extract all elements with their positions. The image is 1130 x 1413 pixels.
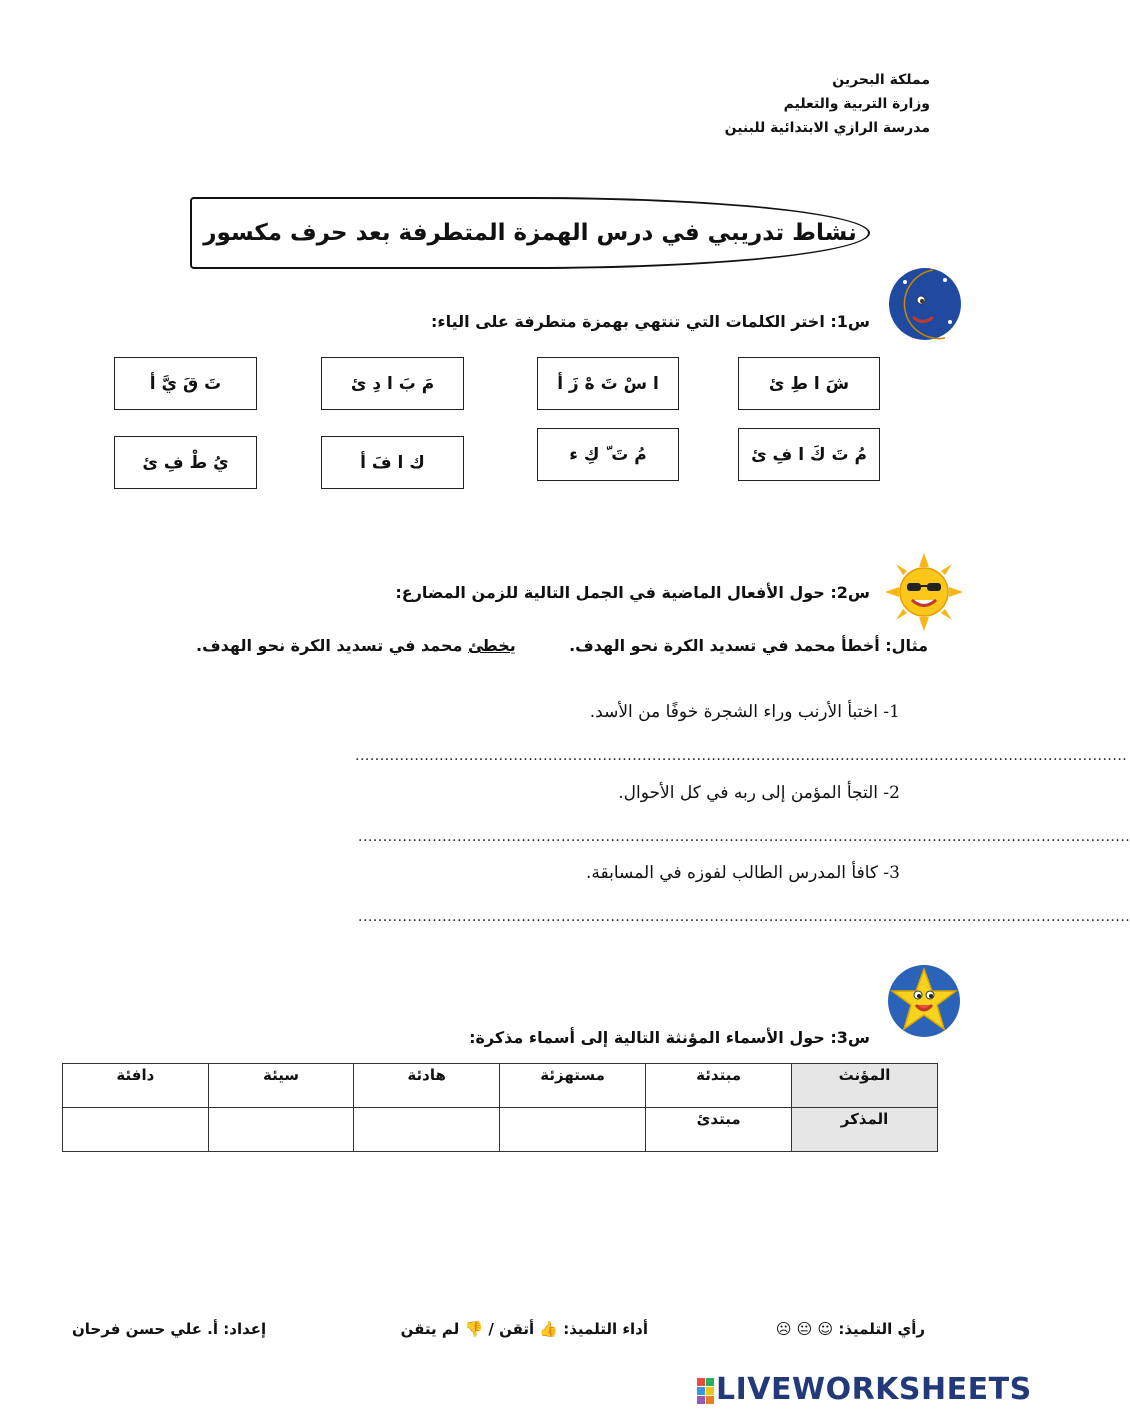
liveworksheets-brand[interactable]: LIVEWORKSHEETS [716,1372,1032,1407]
table-row-masculine [63,1108,938,1152]
prepared-by: إعداد: أ. علي حسن فرحان [72,1320,267,1338]
star-icon [886,963,962,1039]
answer-cell[interactable] [208,1108,354,1152]
word-option-box[interactable]: تَ قَ يَّ أ [114,357,257,410]
header-ministry: وزارة التربية والتعليم [783,96,930,112]
answer-cell[interactable] [500,1108,646,1152]
answer-line-3[interactable]: ............................................................................................................................................................ [358,909,1130,925]
table-cell: هادئة [354,1064,500,1108]
sun-icon [885,553,963,631]
table-cell: مبتدئ [646,1108,792,1152]
q2-sentence-2: 2- التجأ المؤمن إلى ربه في كل الأحوال. [618,783,900,803]
example-answer-rest: محمد في تسديد الكرة نحو الهدف. [196,636,468,655]
word-option-box[interactable]: ك ا فَ أ [321,436,464,489]
q2-sentence-1: 1- اختبأ الأرنب وراء الشجرة خوفًا من الأسد. [589,702,900,722]
gender-table [62,1063,938,1152]
word-option-box[interactable]: مُ تَ كَ ا فِ ئ [738,428,880,481]
example-answer [196,636,516,655]
table-row-feminine [63,1064,938,1108]
table-cell: دافئة [63,1064,209,1108]
example-sentence: مثال: أخطأ محمد في تسديد الكرة نحو الهدف. [569,636,928,655]
q1-title: س1: اختر الكلمات التي تنتهي بهمزة متطرفة على الياء: [431,312,870,331]
word-option-box[interactable]: شَ ا طِ ئ [738,357,880,410]
header-school: مدرسة الرازي الابتدائية للبنين [724,120,930,136]
moon-icon [885,262,965,352]
word-option-box[interactable]: يُ طْ فِ ئ [114,436,257,489]
row-label-feminine: المؤنث [792,1064,938,1108]
answer-cell[interactable] [354,1108,500,1152]
example-answer-word: يخطئ [468,636,516,655]
table-cell: مبتدئة [646,1064,792,1108]
row-label-masculine: المذكر [792,1108,938,1152]
liveworksheets-logo-icon [697,1378,715,1404]
table-cell: سيئة [208,1064,354,1108]
answer-cell[interactable] [63,1108,209,1152]
answer-line-1[interactable]: ............................................................................................................................................................ [355,748,1128,764]
answer-line-2[interactable]: ............................................................................................................................................................ [358,829,1130,845]
student-performance: أداء التلميذ: 👍 أتقن / 👎 لم يتقن [400,1320,648,1338]
q2-sentence-3: 3- كافأ المدرس الطالب لفوزه في المسابقة. [586,863,900,883]
worksheet-title: نشاط تدريبي في درس الهمزة المتطرفة بعد حرف مكسور [190,197,870,269]
student-opinion: رأي التلميذ: ☺ 😐 ☹ [775,1320,925,1338]
word-option-box[interactable]: مُ تَ ّ كِ ء [537,428,679,481]
q3-title: س3: حول الأسماء المؤنثة التالية إلى أسماء مذكرة: [469,1028,870,1047]
table-cell: مستهزئة [500,1064,646,1108]
header-country: مملكة البحرين [832,72,930,88]
word-option-box[interactable]: ا سْ تَ هْ زَ أ [537,357,679,410]
q2-title: س2: حول الأفعال الماضية في الجمل التالية للزمن المضارع: [395,583,870,602]
word-option-box[interactable]: مَ بَ ا دِ ئ [321,357,464,410]
